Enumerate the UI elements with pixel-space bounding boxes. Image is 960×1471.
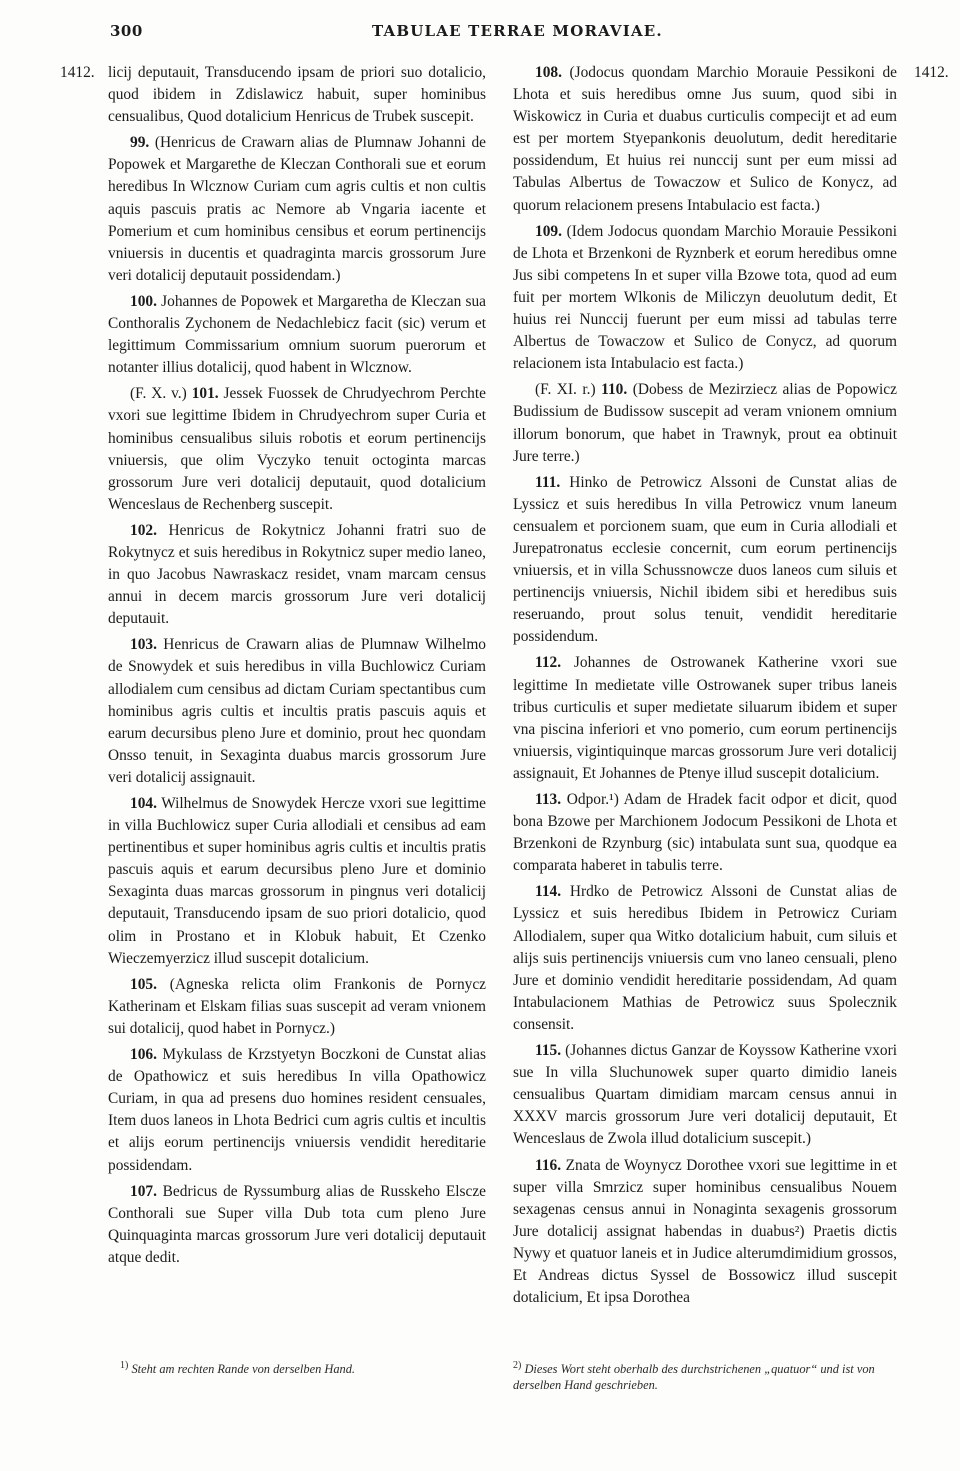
entry-paragraph xyxy=(513,789,897,877)
entry-number: 110. xyxy=(601,381,628,399)
entry-paragraph xyxy=(513,1040,897,1150)
folio-reference: (F. X. v.) xyxy=(130,385,187,403)
entry-text: Henricus de Crawarn alias de Plumnaw Wilhelmo de Snowydek et suis heredibus in villa Buchlowicz Curiam allodialem cum censibus ad dictam Curiam spectantibus cum hominibus agris cultis et incultis pratis pascuis aquis et earum decursibus pleno Jure et dominio, prout hec quondam Onsso tenuit, in Sexaginta duabus marcis grossorum Jure veri dotalicij assignauit. xyxy=(108,636,486,786)
footnote-text: Steht am rechten Rande von derselben Hand. xyxy=(131,1362,355,1377)
entry-number: 99. xyxy=(130,134,150,152)
entry-text: (Idem Jodocus quondam Marchio Morauie Pessikoni de Lhota et Brzenkoni de Ryznberk et eorum heredibus omne Jus sibi competens In et super villa Bzowe tota, quod ad eum fuit per mortem Wlkonis de Miliczyn deuolutum dedit, Et huius rei Nunccij fuerunt per eum missi ad tabulas terre Albertus de Towaczow et Sulico de Conycz, ad quorum relacionem ista Intabulacio est facta.) xyxy=(513,222,897,373)
entry-text: Znata de Woynycz Dorothee vxori sue legittime in et super villa Smrzicz super hominibus censualibus Nouem sexagenas census annui in Nonaginta sexagenis grossorum Jure dotalicij assignat habendas in duabus²) Praetis dictis Nywy et quatuor laneis et in Judice alterumdimidium grossos, Et Andreas dictus Syssel de Bossowicz illud suscepit dotalicium, Et ipsa Dorothea xyxy=(513,1156,897,1307)
footnote-mark: 2) xyxy=(513,1360,522,1371)
entry-number: 116. xyxy=(535,1156,562,1174)
running-title: TABULAE TERRAE MORAVIAE. xyxy=(372,22,663,40)
entry-paragraph xyxy=(513,652,897,785)
entry-paragraph xyxy=(108,520,486,630)
entry-number: 113. xyxy=(535,791,562,808)
entry-number: 105. xyxy=(130,975,157,993)
folio-reference: (F. XI. r.) xyxy=(535,381,596,399)
margin-year-right: 1412. xyxy=(914,64,949,81)
entry-paragraph xyxy=(513,221,897,376)
footnote-left xyxy=(120,1358,480,1377)
entry-text: Odpor.¹) Adam de Hradek facit odpor et dicit, quod bona Bzowe per Marchionem Jodocum Pessikoni de Lhota et Brzenkoni de Rzynburg (sic) intabulata sunt sua, quodque ea comparata haberet in tabulis terre. xyxy=(513,791,898,875)
entry-number: 108. xyxy=(535,64,562,81)
entry-text: (Johannes dictus Ganzar de Koyssow Katherine vxori sue In villa Sluchunowek super quarto dimidio laneis censualibus Quartam dimidiam marcam census annui in XXXV marcis grossorum Jure veri dotalicij deputauit, Et Wenceslaus de Zwola illud dotalicium suscepit.) xyxy=(513,1042,897,1148)
entry-text: Henricus de Rokytnicz Johanni fratri suo de Rokytnycz et suis heredibus in Rokytnicz super medio laneo, in quo Jacobus Nawraskacz residet, vnam marcam census annui in decem marcis grossorum Jure veri dotalicij deputauit. xyxy=(108,521,486,628)
margin-year-left: 1412. xyxy=(60,64,95,81)
entry-number: 115. xyxy=(535,1042,562,1060)
entry-text: Hrdko de Petrowicz Alssoni de Cunstat alias de Lyssicz et suis heredibus Ibidem in Petrowicz Curiam Allodialem, super qua Witko dotalicium habuit, cum siluis et alijs suis pertinencijs vniuersis cum vno laneo censuali, pleno Jure et dominio vendidit hereditarie possidendam, Ad quam Intabulacionem Mathias de Petrowicz suus Spolecznik consensit. xyxy=(513,883,897,1033)
entry-paragraph xyxy=(108,383,486,516)
entry-paragraph xyxy=(108,1044,486,1177)
entry-number: 114. xyxy=(535,883,562,901)
entry-number: 102. xyxy=(130,521,157,539)
entry-text: Johannes de Ostrowanek Katherine vxori sue legittime In medietate ville Ostrowanek super tribus laneis tribus curticulis et super medietate siluarum ibidem et super vna piscina inferiori et vno pomerio, cum eorum pertinencijs vniuersis, vigintiquinque marcas grossorum Jure veri dotalicij assignauit, Et Johannes de Ptenye illud suscepit dotalicium. xyxy=(513,654,897,782)
entry-paragraph xyxy=(513,62,897,217)
entry-paragraph xyxy=(513,379,897,467)
entry-paragraph xyxy=(108,291,486,379)
entry-paragraph xyxy=(108,1181,486,1269)
entry-text: Wilhelmus de Snowydek Hercze vxori sue legittime in villa Buchlowicz super Curia allodiali et censibus ad eam pertinentibus et super hominibus agris cultis et incultis pratis pascuis aquis et earum decursibus pleno Jure et dominio Sexaginta duas marcas grossorum in pingnus veri dotalicij deputauit, Transducendo ipsam de suo priori dotalicio, quod olim in Prostano et in Klobuk habuit, Et Czenko Wieczemyerzicz illud suscepit dotalicium. xyxy=(108,795,486,967)
entry-paragraph xyxy=(513,881,897,1036)
entry-paragraph xyxy=(108,634,486,789)
entry-text: Johannes de Popowek et Margaretha de Kleczan sua Conthoralis Zychonem de Nedachlebicz facit (sic) verum et legittimum Commissarium omnium suorum puerorum et notanter illius dotalicij, quod habent in Wlcznow. xyxy=(108,292,486,377)
entry-text: (Dobess de Mezirziecz alias de Popowicz Budissium de Budissow suscepit ad veram vnionem omnium illorum bonorum, que habet in Trawnyk, prout ea obtinuit Jure terre.) xyxy=(513,381,897,465)
footnote-mark: 1) xyxy=(120,1360,129,1371)
entry-number: 111. xyxy=(535,473,561,491)
footnote-right xyxy=(513,1358,903,1393)
entry-number: 104. xyxy=(130,795,157,812)
entry-paragraph xyxy=(108,974,486,1040)
entry-text: Bedricus de Ryssumburg alias de Russkeho Elscze Conthorali sue Super villa Dub tota cum pleno Jure Quinquaginta marcas grossorum Jure veri dotalicij deputauit atque dedit. xyxy=(108,1182,486,1266)
entry-number: 109. xyxy=(535,222,562,240)
entry-text: (Agneska relicta olim Frankonis de Pornycz Katherinam et Elskam filias suas suscepit ad veram vnionem sui dotalicij, quod habet in Pornycz.) xyxy=(108,975,486,1037)
right-column xyxy=(513,62,897,1313)
entry-text: (Jodocus quondam Marchio Morauie Pessikoni de Lhota et suis heredibus omne Jus suum, quod sibi in Wiskowicz in Curia et duabus curticulis compecijt et ad eum est per mortem Styepankonis deuolutum, dedit hereditarie possidendum, Et huius rei nunccij sunt per eum missi ad Tabulas Albertus de Towaczow et Sulico de Konycz, ad quorum relacionem presens Intabulacio est facta.) xyxy=(513,64,897,214)
entry-paragraph xyxy=(108,793,486,970)
entry-paragraph xyxy=(513,472,897,649)
left-column xyxy=(108,62,486,1273)
entry-paragraph xyxy=(108,62,486,128)
entry-text: Mykulass de Krzstyetyn Boczkoni de Cunstat alias de Opathowicz et suis heredibus In villa Opathowicz Curiam, in qua ad presens duo homines resident censuales, Item duos laneos in Lhota Bedrici cum agris cultis et incultis et alijs eorum pertinencijs vniuersis vendidit hereditarie possidendam. xyxy=(108,1046,486,1174)
entry-number: 112. xyxy=(535,654,562,672)
footnote-text: Dieses Wort steht oberhalb des durchstrichenen „quatuor“ und ist von derselben Hand geschrieben. xyxy=(513,1362,875,1393)
entry-text: licij deputauit, Transducendo ipsam de priori suo dotalicio, quod ibidem in Zdislawicz habuit, super hominibus censualibus, Quod dotalicium Henricus de Trubek suscepit. xyxy=(108,64,486,126)
entry-paragraph xyxy=(513,1155,897,1310)
entry-text: (Henricus de Crawarn alias de Plumnaw Johanni de Popowek et Margarethe de Kleczan Conthorali sue et eorum heredibus In Wlcznow Curiam cum agris cultis et non cultis aquis pascuis pratis ac Nemore ab Vngaria iacente et Pomerium et cum hominibus censibus et eorum pertinencijs vniuersis in ducentis et quadraginta marcis grossorum Jure veri dotalicij deputauit possidendam.) xyxy=(108,134,486,284)
entry-text: Hinko de Petrowicz Alssoni de Cunstat alias de Lyssicz et suis heredibus In villa Petrowicz vnum laneum censualem et porcionem suam, que eum in Curia allodiali et Jurepatronatus ecclesie concernit, cum eorum pertinencijs vniuersis, et in villa Schussnowcze duos laneos cum siluis et pertinencijs vniuersis, Nichil ibidem sibi et heredibus suis reseruando, prout solus tenuit, vendidit hereditarie possidendum. xyxy=(513,473,897,646)
entry-number: 103. xyxy=(130,636,157,654)
entry-number: 101. xyxy=(191,385,219,403)
entry-number: 107. xyxy=(130,1182,157,1200)
entry-text: Jessek Fuossek de Chrudyechrom Perchte vxori sue legittime Ibidem in Chrudyechrom super Curia et hominibus censualibus siluis robotis et eorum pertinencijs vniuersis, que olim Vyczyko tenuit octoginta marcas grossorum Jure veri dotalicij deputauit, quod dotalicium Wenceslaus de Rechenberg suscepit. xyxy=(108,385,486,513)
entry-number: 106. xyxy=(130,1046,157,1064)
entry-number: 100. xyxy=(130,292,157,310)
page-number: 300 xyxy=(110,22,143,40)
entry-paragraph xyxy=(108,132,486,287)
